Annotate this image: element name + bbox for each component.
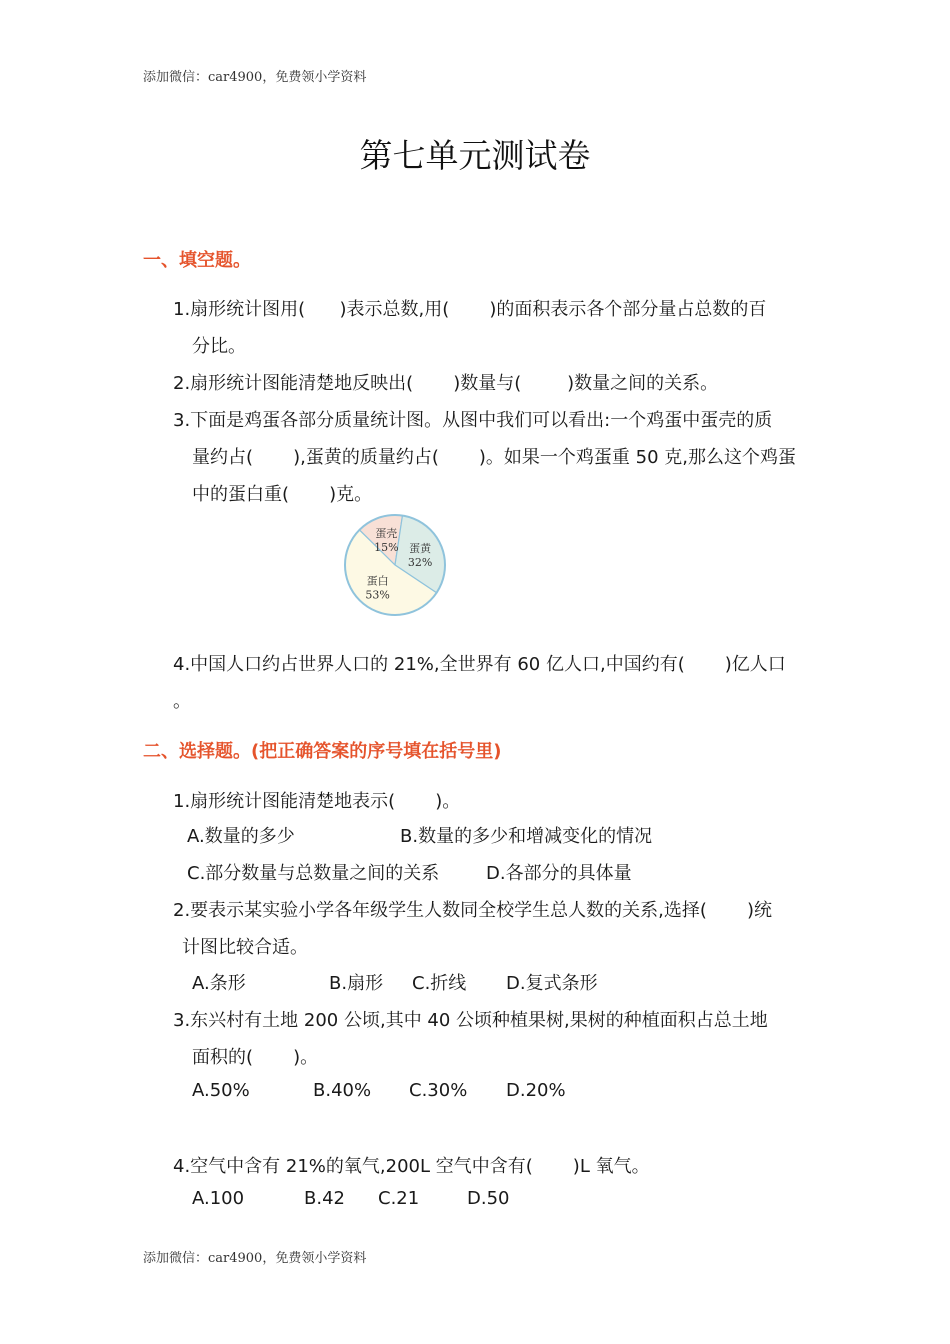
s2-q3-option-c: C.30% bbox=[409, 1080, 468, 1101]
s2-q2-option-b: B.扇形 bbox=[329, 973, 384, 994]
s2-q3-option-b: B.40% bbox=[313, 1080, 372, 1101]
s1-q4-line1: 4.中国人口约占世界人口的 21%,全世界有 60 亿人口,中国约有( )亿人口 bbox=[173, 654, 786, 675]
s1-q3-line2: 量约占( ),蛋黄的质量约占( )。如果一个鸡蛋重 50 克,那么这个鸡蛋 bbox=[192, 447, 796, 468]
s2-q4-option-a: A.100 bbox=[192, 1188, 245, 1209]
s1-q4-line2: 。 bbox=[173, 691, 191, 712]
pie-value-0: 15% bbox=[374, 540, 399, 554]
header-note: 添加微信：car4900，免费领小学资料 bbox=[143, 70, 367, 85]
s1-q1-line1: 1.扇形统计图用( )表示总数,用( )的面积表示各个部分量占总数的百 bbox=[173, 299, 767, 320]
s2-q3-line2: 面积的( )。 bbox=[192, 1047, 319, 1068]
s1-q3-line1: 3.下面是鸡蛋各部分质量统计图。从图中我们可以看出:一个鸡蛋中蛋壳的质 bbox=[173, 410, 773, 431]
s2-q1-option-d: D.各部分的具体量 bbox=[486, 863, 632, 884]
s2-q2-line2: 计图比较合适。 bbox=[182, 937, 308, 958]
s2-q3-option-d: D.20% bbox=[506, 1080, 566, 1101]
s2-q1: 1.扇形统计图能清楚地表示( )。 bbox=[173, 791, 461, 812]
s2-q4-option-b: B.42 bbox=[304, 1188, 345, 1209]
s2-q2-line1: 2.要表示某实验小学各年级学生人数同全校学生总人数的关系,选择( )统 bbox=[173, 900, 772, 921]
s1-q1-line2: 分比。 bbox=[192, 336, 246, 357]
s2-q2-option-d: D.复式条形 bbox=[506, 973, 598, 994]
pie-value-2: 53% bbox=[365, 588, 390, 602]
s2-q2-option-c: C.折线 bbox=[412, 973, 467, 994]
section-1-heading: 一、填空题。 bbox=[143, 250, 251, 271]
pie-label-0: 蛋壳 bbox=[375, 526, 398, 540]
egg-pie-chart bbox=[340, 510, 450, 620]
s2-q1-option-b: B.数量的多少和增减变化的情况 bbox=[400, 826, 653, 847]
s2-q2-option-a: A.条形 bbox=[192, 973, 246, 994]
pie-value-1: 32% bbox=[407, 555, 433, 569]
s1-q2: 2.扇形统计图能清楚地反映出( )数量与( )数量之间的关系。 bbox=[173, 373, 719, 394]
s1-q3-line3: 中的蛋白重( )克。 bbox=[192, 484, 373, 505]
footer-note: 添加微信：car4900，免费领小学资料 bbox=[143, 1251, 367, 1266]
s2-q4-option-d: D.50 bbox=[467, 1188, 510, 1209]
pie-label-2: 蛋白 bbox=[366, 574, 389, 588]
pie-label-1: 蛋黄 bbox=[409, 541, 432, 555]
s2-q3-line1: 3.东兴村有土地 200 公顷,其中 40 公顷种植果树,果树的种植面积占总土地 bbox=[173, 1010, 768, 1031]
s2-q4: 4.空气中含有 21%的氧气,200L 空气中含有( )L 氧气。 bbox=[173, 1156, 650, 1177]
s2-q1-option-c: C.部分数量与总数量之间的关系 bbox=[187, 863, 440, 884]
section-2-heading: 二、选择题。(把正确答案的序号填在括号里) bbox=[143, 741, 502, 762]
s2-q1-option-a: A.数量的多少 bbox=[187, 826, 295, 847]
page-title: 第七单元测试卷 bbox=[359, 136, 591, 175]
s2-q3-option-a: A.50% bbox=[192, 1080, 250, 1101]
s2-q4-option-c: C.21 bbox=[378, 1188, 420, 1209]
